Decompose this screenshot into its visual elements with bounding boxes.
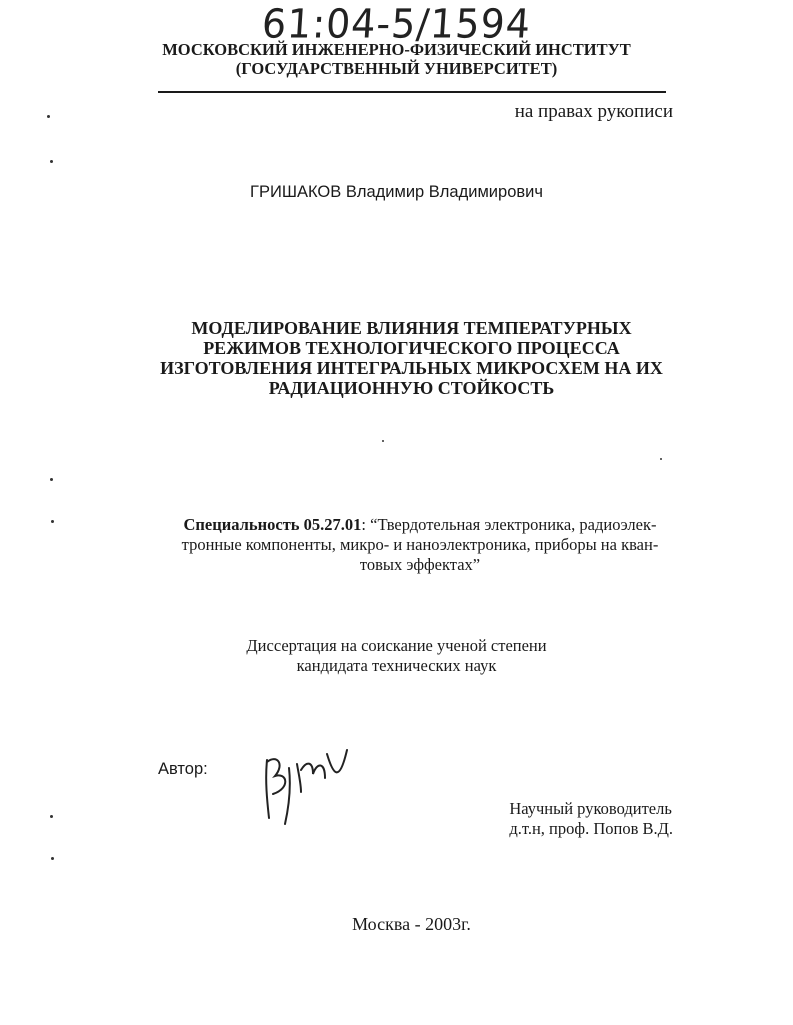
scan-speck [382,440,384,442]
scan-speck [50,160,53,163]
supervisor-title: Научный руководитель [509,799,672,818]
supervisor-block [509,799,673,839]
city-year: Москва - 2003г. [352,914,471,934]
scan-speck [47,115,50,118]
supervisor-name: д.т.н, проф. Попов В.Д. [509,819,673,838]
dissertation-title [0,318,793,398]
author-label: Автор: [158,760,208,778]
scan-speck [660,458,662,460]
title-line: МОДЕЛИРОВАНИЕ ВЛИЯНИЯ ТЕМПЕРАТУРНЫХ [191,318,632,338]
scan-speck [51,857,54,860]
title-line: ИЗГОТОВЛЕНИЯ ИНТЕГРАЛЬНЫХ МИКРОСХЕМ НА ИХ [160,358,663,378]
scan-speck [51,520,54,523]
header-divider [158,91,666,93]
scan-speck [50,815,53,818]
specialty-line-1 [160,515,680,535]
degree-statement [0,636,793,676]
rights-note: на правах рукописи [514,101,673,122]
degree-line-2: кандидата технических наук [296,656,497,675]
degree-line-1: Диссертация на соискание ученой степени [246,636,547,655]
institute-name: МОСКОВСКИЙ ИНЖЕНЕРНО-ФИЗИЧЕСКИЙ ИНСТИТУТ [162,40,631,59]
archive-code-handwritten: 61:04-5/1594 [260,0,533,48]
specialty-line-2: тронные компоненты, микро- и наноэлектроника, приборы на кван- [181,535,659,554]
author-full-name: ГРИШАКОВ Владимир Владимирович [250,183,543,201]
title-line: РЕЖИМОВ ТЕХНОЛОГИЧЕСКОГО ПРОЦЕССА [203,338,620,358]
specialty-text-1: : “Твердотельная электроника, радиоэлек- [361,515,657,534]
specialty-block [160,515,680,575]
institute-status: (ГОСУДАРСТВЕННЫЙ УНИВЕРСИТЕТ) [235,59,558,78]
specialty-line-3: товых эффектах” [359,555,481,574]
scan-speck [50,478,53,481]
author-signature [255,740,355,830]
title-line: РАДИАЦИОННУЮ СТОЙКОСТЬ [268,378,555,398]
institute-header [0,40,793,78]
specialty-label: Специальность 05.27.01 [183,515,362,534]
